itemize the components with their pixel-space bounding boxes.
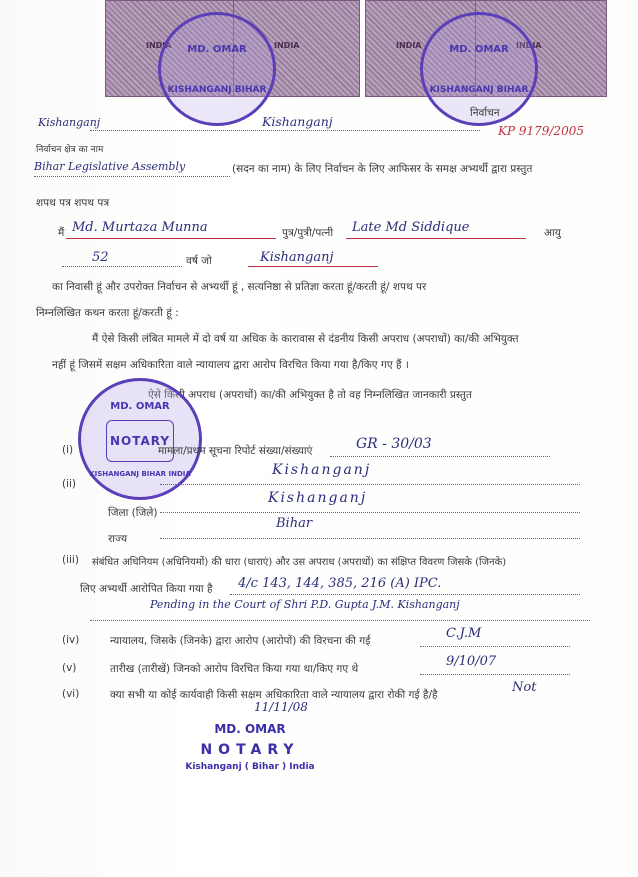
seal-right-line2: KISHANGANJ BIHAR xyxy=(429,84,529,95)
item-5-text: तारीख (तारीखें) जिनको आरोप विरचित किया गया था/किए गए थे xyxy=(110,663,359,675)
dotted-line xyxy=(330,456,550,457)
name-prefix: मैं xyxy=(58,227,65,239)
notary-place: Kishanganj ( Bihar ) India xyxy=(185,762,315,772)
handwritten-pending-court: Pending in the Court of Shri P.D. Gupta J.M. Kishanganj xyxy=(150,598,460,611)
dotted-line xyxy=(160,538,580,539)
numeral-vi: (vi) xyxy=(62,688,80,700)
paragraph-1-line-1: मैं ऐसे किसी लंबित मामले में दो वर्ष या अधिक के कारावास से दंडनीय किसी अपराध (अपराधों) का/की अभियुक्त xyxy=(92,333,519,345)
handwritten-assembly-name: Bihar Legislative Assembly xyxy=(34,160,186,173)
notary-seal-bottom: KISHANGANJ BIHAR INDIA xyxy=(89,469,191,478)
handwritten-district: Kishanganj xyxy=(268,490,368,506)
notary-seal xyxy=(78,378,202,500)
handwritten-father-name: Late Md Siddique xyxy=(352,220,470,235)
notary-name: MD. OMAR xyxy=(214,722,286,736)
item-3-line-1: संबंधित अधिनियम (अधिनियमों) की धारा (धाराएं) और उस अपराध (अपराधों) का संक्षिप्त विवरण जिसके (जिनके) xyxy=(92,557,507,568)
underline-name xyxy=(66,238,276,239)
numeral-i: (i) xyxy=(62,444,74,456)
stamp-text: INDIA xyxy=(516,41,542,50)
stamp-text: INDIA xyxy=(396,41,422,50)
numeral-ii: (ii) xyxy=(62,478,77,490)
dotted-line xyxy=(420,674,570,675)
numeral-v: (v) xyxy=(62,662,77,674)
notary-block xyxy=(150,722,350,772)
handwritten-age: 52 xyxy=(92,250,109,265)
dotted-line xyxy=(160,512,580,513)
printed-constituency-label: निर्वाचन क्षेत्र का नाम xyxy=(36,145,104,155)
item-3-line-2: लिए अभ्यर्थी आरोपित किया गया है xyxy=(80,583,213,595)
handwritten-stay-answer: Not xyxy=(512,680,537,695)
numeral-iii: (iii) xyxy=(62,554,79,566)
statement-line-2: निम्नलिखित कथन करता हूं/करती हूं : xyxy=(36,307,179,319)
age-label: आयु xyxy=(544,227,561,239)
years-label: वर्ष जो xyxy=(186,255,212,267)
statement-line-1: का निवासी हूं और उपरोक्त निर्वाचन से अभ्यर्थी हूं , सत्यनिष्ठा से प्रतिज्ञा करता हूं/करती हूं/ शपथ पर xyxy=(52,281,427,293)
notary-seal-top: MD. OMAR xyxy=(110,400,170,412)
state-label: राज्य xyxy=(108,533,128,545)
affidavit-title: शपथ पत्र शपथ पत्र xyxy=(36,197,110,209)
seal-left-line1: MD. OMAR xyxy=(187,43,247,55)
handwritten-left-note: Kishanganj xyxy=(38,116,101,129)
underline-residence xyxy=(248,266,378,267)
seal-left xyxy=(158,12,276,126)
handwritten-place-top: Kishanganj xyxy=(262,114,333,129)
dotted-line xyxy=(34,176,230,177)
notary-title: NOTARY xyxy=(200,742,300,758)
stamp-text: INDIA xyxy=(146,41,172,50)
underline-father xyxy=(346,238,526,239)
handwritten-deponent-name: Md. Murtaza Munna xyxy=(72,220,208,235)
dotted-line xyxy=(230,594,580,595)
stamp-text: INDIA xyxy=(274,41,300,50)
district-label: जिला (जिले) xyxy=(108,507,158,519)
handwritten-reference-number: KP 9179/2005 xyxy=(498,124,584,138)
notary-seal-middle: NOTARY xyxy=(109,433,171,448)
handwritten-police-station: Kishanganj xyxy=(272,462,372,478)
seal-right-line1: MD. OMAR xyxy=(449,43,509,55)
paragraph-1-line-2: नहीं हूं जिसमें सक्षम अधिकारिता वाले न्यायालय द्वारा आरोप विरचित किया गया है/किए गए हैं । xyxy=(52,359,409,371)
dotted-line xyxy=(62,266,182,267)
handwritten-charge-date: 9/10/07 xyxy=(446,654,497,669)
item-6-text: क्या सभी या कोई कार्यवाही किसी सक्षम अधिकारिता वाले न्यायालय द्वारा रोकी गई है/है xyxy=(110,689,438,701)
dotted-line xyxy=(90,130,480,131)
relation-label: पुत्र/पुत्री/पत्नी xyxy=(282,227,334,239)
handwritten-case-number: GR - 30/03 xyxy=(356,436,432,452)
notary-signature-date: 11/11/08 xyxy=(254,700,308,714)
dotted-line xyxy=(90,620,590,621)
handwritten-sections: 4/c 143, 144, 385, 216 (A) IPC. xyxy=(238,576,442,591)
dotted-line xyxy=(160,484,580,485)
numeral-iv: (iv) xyxy=(62,634,80,646)
handwritten-residence: Kishanganj xyxy=(260,250,334,265)
printed-right-header: निर्वाचन xyxy=(470,107,500,119)
item-4-text: न्यायालय, जिसके (जिनके) द्वारा आरोप (आरोपों) की विरचना की गई xyxy=(110,635,371,647)
paragraph-2: ऐसे किसी अपराध (अपराधों) का/की अभियुक्त है तो वह निम्नलिखित जानकारी प्रस्तुत xyxy=(148,389,472,401)
assembly-printed-text: (सदन का नाम) के लिए निर्वाचन के लिए आफिसर के समक्ष अभ्यर्थी द्वारा प्रस्तुत xyxy=(232,163,533,175)
handwritten-court: C.J.M xyxy=(446,626,482,641)
seal-left-line2: KISHANGANJ BIHAR xyxy=(167,84,267,95)
handwritten-state: Bihar xyxy=(276,516,313,531)
dotted-line xyxy=(420,646,570,647)
case-number-label: मामला/प्रथम सूचना रिपोर्ट संख्या/संख्याएं xyxy=(158,445,313,457)
